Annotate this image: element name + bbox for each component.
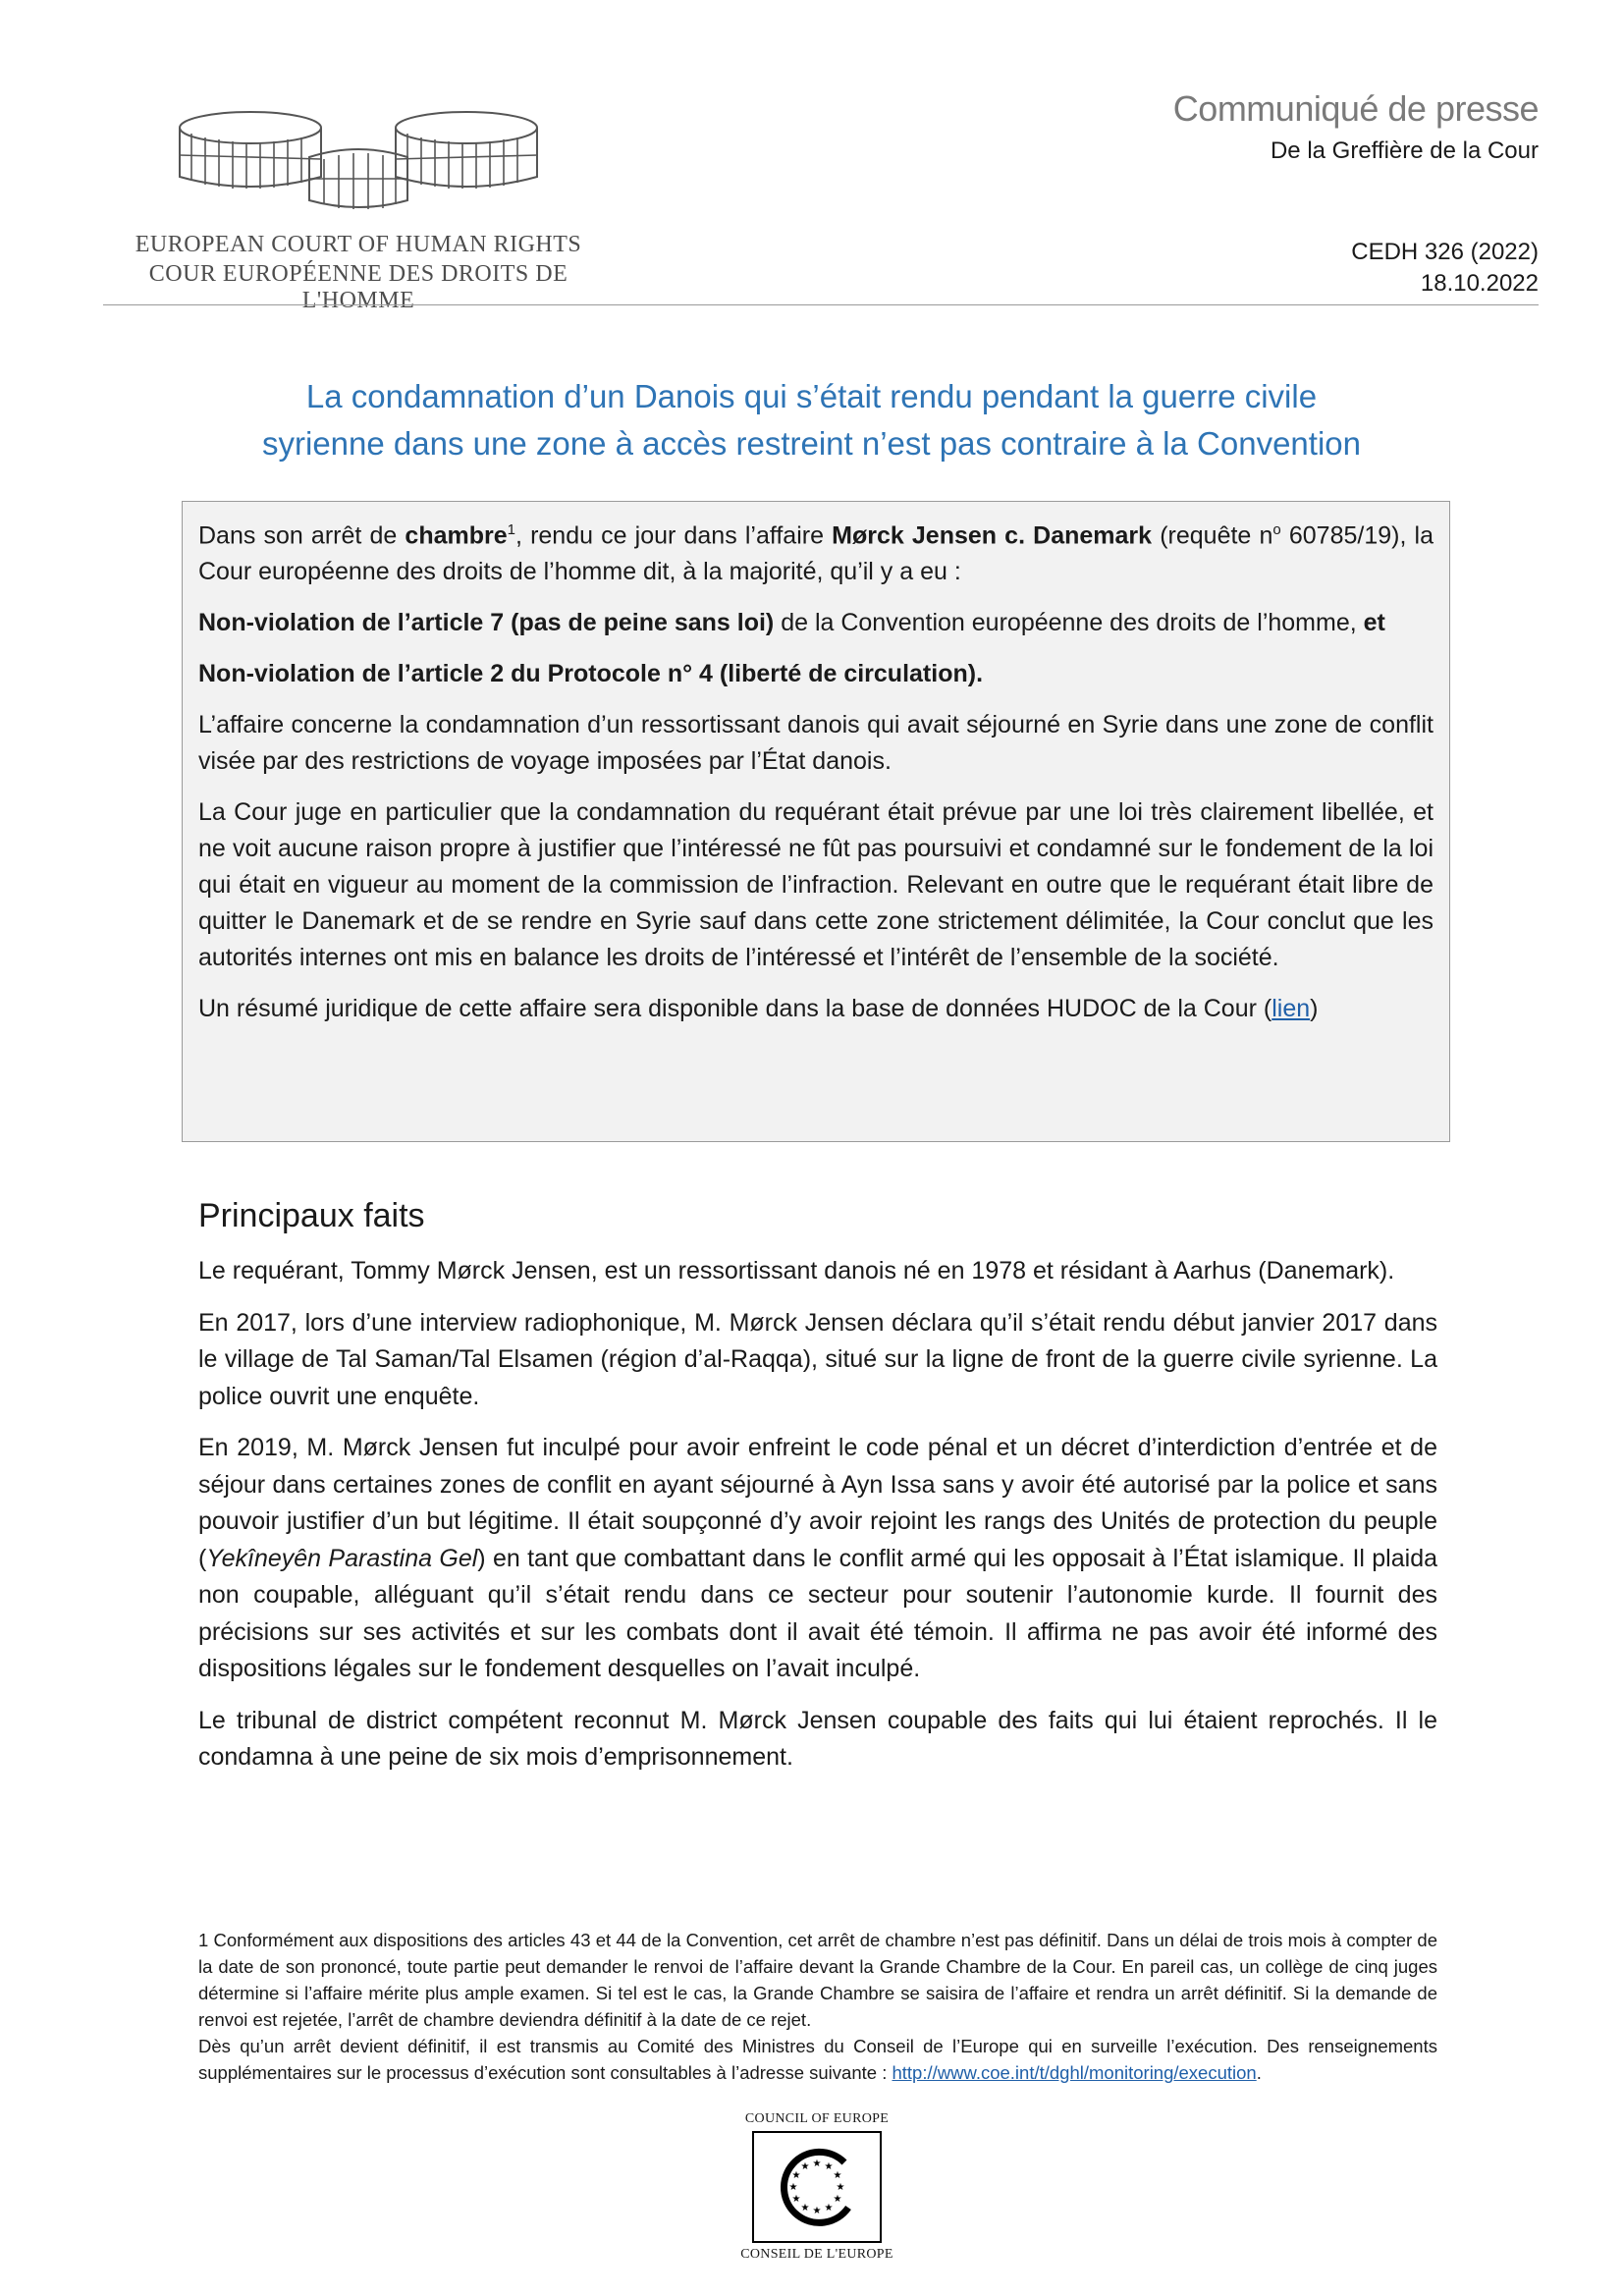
summary-text: (requête n — [1152, 521, 1273, 550]
violation-1: Non-violation de l’article 7 (pas de peine sans loi) — [198, 609, 775, 637]
press-header — [1173, 88, 1539, 165]
violation-2: Non-violation de l’article 2 du Protocole n° 4 (liberté de circulation). — [198, 660, 984, 688]
summary-paragraph-6 — [198, 991, 1434, 1027]
summary-paragraph-3 — [198, 656, 1434, 692]
superscript-o: o — [1272, 521, 1281, 538]
execution-link[interactable]: http://www.coe.int/t/dghl/monitoring/execution — [892, 2062, 1257, 2083]
reference-number: CEDH 326 (2022) — [1351, 239, 1539, 265]
summary-text: Un résumé juridique de cette affaire sera disponible dans la base de données HUDOC de la Cour ( — [198, 995, 1272, 1023]
summary-text: 60785/19), la Cour européenne des droits de l’homme dit, à la majorité, qu’il y a eu : — [198, 521, 1434, 586]
court-building-icon — [172, 98, 545, 216]
reference-block — [1351, 237, 1539, 300]
coe-logo — [738, 2111, 895, 2263]
footnote-ref[interactable]: 1 — [507, 521, 515, 538]
coe-logo-bottom: CONSEIL DE L'EUROPE — [740, 2247, 893, 2262]
hudoc-link[interactable]: lien — [1271, 995, 1311, 1023]
press-title: Communiqué de presse — [1172, 88, 1539, 129]
headline-line-1: La condamnation d’un Danois qui s’était rendu pendant la guerre civile — [305, 378, 1318, 414]
svg-text:★: ★ — [833, 2194, 842, 2205]
summary-paragraph-5: La Cour juge en particulier que la condamnation du requérant était prévue par une loi très clairement libellée, et ne voit aucune raison propre à justifier que l’intéressé ne fût pas poursuivi et condamné sur le fondement de la loi qui était en vigueur au moment de la commission de l’infraction. Relevant en outre que le requérant était libre de quitter le Danemark et de se rendre en Syrie sauf dans cette zone strictement délimitée, la Cour conclut que les autorités internes ont mis en balance les droits de l’intéressé et l’intérêt de l’ensemble de la société. — [198, 798, 1434, 972]
body-paragraph-4: Le tribunal de district compétent reconnut M. Mørck Jensen coupable des faits qui lui étaient reprochés. Il le condamna à une peine de six mois d’emprisonnement. — [198, 1706, 1437, 1771]
svg-text:★: ★ — [791, 2170, 801, 2181]
summary-box — [182, 501, 1450, 1142]
chambre-label: chambre — [405, 521, 508, 550]
svg-text:★: ★ — [812, 2159, 822, 2169]
org-name-en: EUROPEAN COURT OF HUMAN RIGHTS — [135, 232, 582, 257]
body-text: ) en tant que combattant dans le conflit armé qui les opposait à l’État islamique. Il plaida non coupable, alléguant qu’il s’était rendu dans ce secteur pour soutenir l’autonomie kurde. Il fournit des précisions sur ses activités et sur les combats dont il avait été témoin. Il affirma ne pas avoir été informé des dispositions légales sur le fondement desquelles on l’avait inculpé. — [198, 1544, 1438, 1682]
header-divider — [103, 304, 1539, 305]
body-paragraph-3 — [198, 1430, 1437, 1688]
footnote-text: . — [1256, 2062, 1262, 2083]
body-paragraph-2: En 2017, lors d’une interview radiophonique, M. Mørck Jensen déclara qu’il s’était rendu début janvier 2017 dans le village de Tal Saman/Tal Elsamen (région d’al-Raqqa), situé sur la ligne de front de la guerre civile syrienne. La police ouvrit une enquête. — [198, 1308, 1437, 1410]
coe-logo-top: COUNCIL OF EUROPE — [744, 2111, 890, 2126]
summary-paragraph-1 — [198, 512, 1434, 590]
svg-text:★: ★ — [833, 2170, 842, 2181]
svg-text:★: ★ — [800, 2161, 810, 2172]
svg-text:★: ★ — [824, 2203, 834, 2214]
svg-text:★: ★ — [812, 2206, 822, 2216]
org-name-fr: COUR EUROPÉENNE DES DROITS DE L'HOMME — [148, 261, 568, 313]
svg-text:★: ★ — [824, 2161, 834, 2172]
body-text: En 2019, M. Mørck Jensen fut inculpé pour avoir enfreint le code pénal et un décret d’interdiction d’entrée et de séjour dans certaines zones de conflit en ayant séjourné à Ayn Issa sans y avoir été autorisé par la police et sans pouvoir justifier d’un but légitime. Il était soupçonné d’y avoir rejoint les rangs des Unités de protection du peuple ( — [198, 1434, 1437, 1572]
section-title: Principaux faits — [198, 1197, 425, 1234]
footnote — [198, 1927, 1437, 2086]
summary-text: Dans son arrêt de — [198, 521, 406, 550]
section-body — [198, 1253, 1437, 1791]
footnote-2 — [198, 2033, 1437, 2086]
body-italic: Yekîneyên Parastina Gel — [206, 1544, 478, 1572]
coe-emblem — [752, 2131, 882, 2243]
body-paragraph-1: Le requérant, Tommy Mørck Jensen, est un ressortissant danois né en 1978 et résidant à Aarhus (Danemark). — [198, 1257, 1395, 1285]
headline-line-2: syrienne dans une zone à accès restreint n’est pas contraire à la Convention — [262, 425, 1361, 462]
svg-text:★: ★ — [791, 2194, 801, 2205]
headline — [157, 373, 1466, 467]
summary-text: ) — [1310, 995, 1319, 1023]
court-logo — [103, 98, 614, 313]
svg-text:★: ★ — [788, 2182, 798, 2193]
footnote-1: 1 Conformément aux dispositions des articles 43 et 44 de la Convention, cet arrêt de chambre n’est pas définitif. Dans un délai de trois mois à compter de la date de son prononcé, toute partie peut demander le renvoi de l’affaire devant la Grande Chambre de la Cour. En pareil cas, un collège de cinq juges détermine si l’affaire mérite plus ample examen. Si tel est le cas, la Grande Chambre se saisira de l’affaire et rendra un arrêt définitif. Si la demande de renvoi est rejetée, l’arrêt de chambre deviendra définitif à la date de ce rejet. — [198, 1930, 1437, 2030]
press-subtitle: De la Greffière de la Cour — [1270, 137, 1539, 164]
summary-et: et — [1356, 609, 1385, 637]
summary-paragraph-4: L’affaire concerne la condamnation d’un ressortissant danois qui avait séjourné en Syrie dans une zone de conflit visée par des restrictions de voyage imposées par l’État danois. — [198, 711, 1434, 776]
release-date: 18.10.2022 — [1420, 270, 1539, 297]
case-name: Mørck Jensen c. Danemark — [832, 521, 1153, 550]
footnote-text: Dès qu’un arrêt devient définitif, il est transmis au Comité des Ministres du Conseil de l’Europe qui en surveille l’exécution. Des renseignements supplémentaires sur le processus d’exécution sont consultables à l’adresse suivante : — [198, 2036, 1437, 2083]
svg-text:★: ★ — [836, 2182, 845, 2193]
svg-text:★: ★ — [800, 2203, 810, 2214]
summary-paragraph-2 — [198, 605, 1434, 641]
summary-text: , rendu ce jour dans l’affaire — [514, 521, 833, 550]
coe-stars-icon — [754, 2133, 880, 2241]
summary-text: de la Convention européenne des droits de l’homme, — [774, 609, 1357, 637]
